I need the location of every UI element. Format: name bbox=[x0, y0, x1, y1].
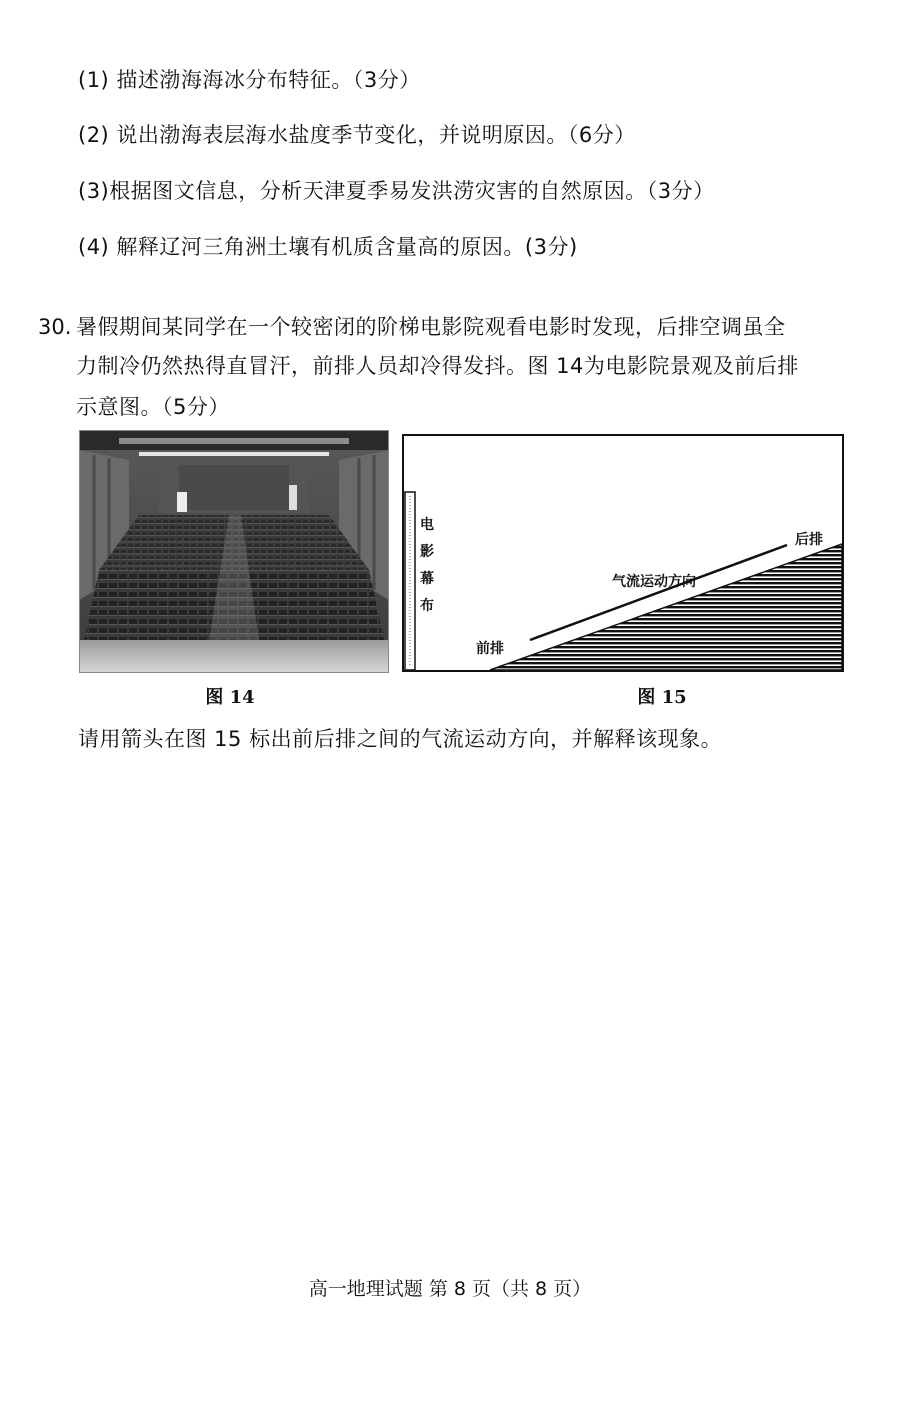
screen-label-3: 幕 bbox=[420, 571, 434, 587]
question-line-2: 力制冷仍然热得直冒汗，前排人员却冷得发抖。图 14为电影院景观及前后排 bbox=[76, 354, 799, 378]
cinema-diagram bbox=[402, 434, 844, 672]
screen-label-4: 布 bbox=[420, 598, 434, 614]
airflow-label: 气流运动方向 bbox=[612, 574, 696, 590]
figure-15-caption: 图 15 bbox=[637, 687, 687, 708]
question-number: 30. bbox=[38, 315, 72, 339]
screen-label-2: 影 bbox=[420, 544, 434, 560]
cinema-photo bbox=[79, 430, 389, 673]
subquestion-1: (1) 描述渤海海冰分布特征。（3分） bbox=[78, 68, 421, 92]
page-footer: 高一地理试题 第 8 页（共 8 页） bbox=[308, 1278, 592, 1300]
subquestion-2: (2) 说出渤海表层海水盐度季节变化，并说明原因。（6分） bbox=[78, 123, 636, 147]
question-line-3: 示意图。（5分） bbox=[76, 395, 230, 419]
front-row-label: 前排 bbox=[476, 641, 504, 657]
instruction-line: 请用箭头在图 15 标出前后排之间的气流运动方向，并解释该现象。 bbox=[78, 727, 723, 751]
question-line-1: 暑假期间某同学在一个较密闭的阶梯电影院观看电影时发现，后排空调虽全 bbox=[76, 315, 786, 339]
figure-14-caption: 图 14 bbox=[205, 687, 255, 708]
back-row-label: 后排 bbox=[795, 532, 823, 548]
screen-label-1: 电 bbox=[420, 517, 434, 533]
subquestion-4: (4) 解释辽河三角洲土壤有机质含量高的原因。(3分) bbox=[78, 235, 578, 259]
subquestion-3: (3)根据图文信息，分析天津夏季易发洪涝灾害的自然原因。（3分） bbox=[78, 179, 715, 203]
